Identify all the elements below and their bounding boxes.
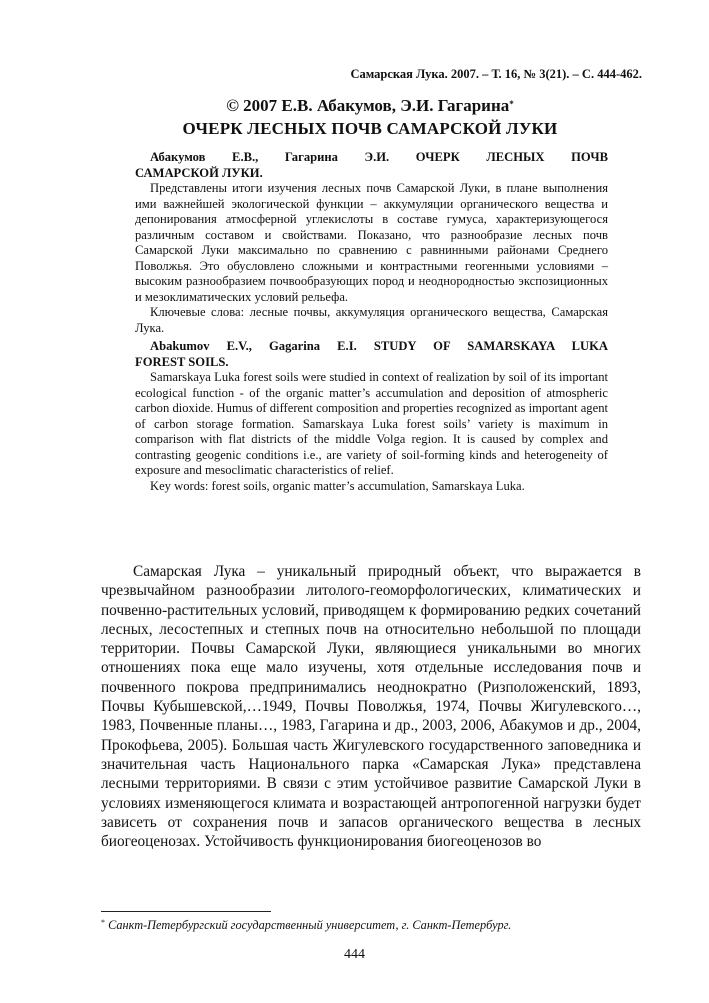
title-authors-line [100,95,640,117]
abstract-ru-citation-line2: САМАРСКОЙ ЛУКИ. [135,165,263,180]
title-authors: © 2007 Е.В. Абакумов, Э.И. Гагарина [226,96,510,115]
footnote-mark: * [101,918,105,927]
body-text [101,562,641,851]
abstract-en-citation-line1: Abakumov E.V., Gagarina E.I. STUDY OF SAMARSKAYA LUKA [150,339,608,353]
running-head: Самарская Лука. 2007. – Т. 16, № 3(21). – С. 444-462. [350,67,642,81]
abstract-block [135,150,608,494]
title-footnote-mark: * [509,99,514,109]
abstract-en-keywords: Key words: forest soils, organic matter’s accumulation, Samarskaya Luka. [150,478,525,493]
title-block [100,95,640,141]
footnote-text: Санкт-Петербургский государственный университет, г. Санкт-Петербург. [108,918,512,932]
footnote [101,918,511,933]
abstract-ru-text: Представлены итоги изучения лесных почв Самарской Луки, в плане выполнения ими важнейшей экологической функции – аккумуляции органического вещества и депонирования атмосферной углекислоты в составе гумуса, характеризующегося различным составом и свойствами. Показано, что разнообразие лесных почв Самарской Луки максимально по сравнению с равнинными районами Среднего Поволжья. Это обусловлено сложными и контрастными геогенными условиями – высоким разнообразием почвообразующих пород и неоднородностью экспозиционных и мезоклиматических условий рельефа. [135,181,608,304]
abstract-en-citation-line2: FOREST SOILS. [135,354,229,369]
footnote-divider [101,911,271,912]
abstract-ru-citation-line1: Абакумов Е.В., Гагарина Э.И. ОЧЕРК ЛЕСНЫХ ПОЧВ [150,150,608,164]
abstract-ru-keywords: Ключевые слова: лесные почвы, аккумуляция органического вещества, Самарская Лука. [135,305,608,335]
abstract-en-text: Samarskaya Luka forest soils were studied in context of realization by soil of its important ecological function - of the organic matter’s accumulation and deposition of atmospheric carbon dioxide. Humus of different composition and properties recognized as important agent of carbon storage formation. Samarskaya Luka forest soils’ variety is maximum in comparison with flat districts of the middle Volga region. It is caused by complex and contrasting geogenic conditions i.e., are variety of soil-forming kinds and heterogeneity of exposure and mesoclimatic characteristics of relief. [135,370,608,477]
page-number: 444 [344,947,365,962]
body-paragraph: Самарская Лука – уникальный природный объект, что выражается в чрезвычайном разнообразии литолого-геоморфологических, климатических и почвенно-растительных условий, приводящем к формированию редких сочетаний лесных, лесостепных и степных почв на относительно небольшой по площади территории. Почвы Самарской Луки, являющиеся уникальными во многих отношениях пока еще мало изучены, хотя отдельные исследования почв и почвенного покрова предпринимались неоднократно (Ризположенский, 1893, Почвы Кубышевской,…1949, Почвы Поволжья, 1974, Почвы Жигулевского…, 1983, Почвенные планы…, 1983, Гагарина и др., 2003, 2006, Абакумов и др., 2004, Прокофьева, 2005). Большая часть Жигулевского государственного заповедника и значительная часть Национального парка «Самарская Лука» представлена лесными территориями. В связи с этим устойчивое развитие Самарской Луки в условиях изменяющегося климата и возрастающей антропогенной нагрузки будет зависеть от сохранения почв и запасов органического вещества в лесных биогеоценозах. Устойчивость функционирования биогеоценозов во [101,563,641,851]
article-title: ОЧЕРК ЛЕСНЫХ ПОЧВ САМАРСКОЙ ЛУКИ [182,119,558,138]
